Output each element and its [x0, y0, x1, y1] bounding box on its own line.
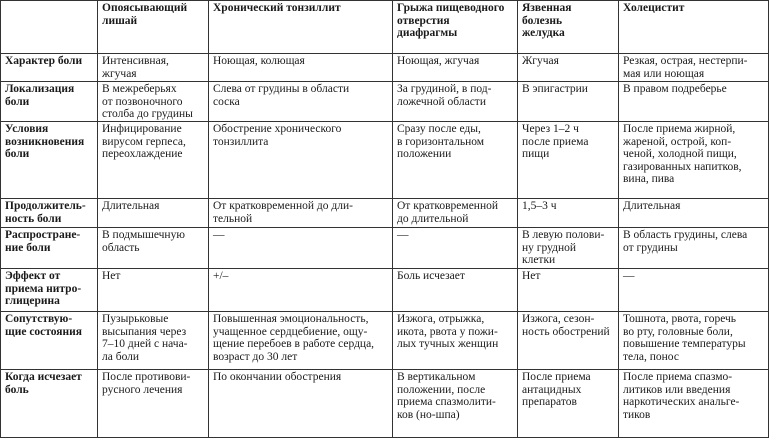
row-label-accompanying-conditions: Сопутствую- щие состояния [1, 312, 98, 370]
table-cell: В вертикальном положении, после приема спазмолити- ков (но-шпа) [393, 370, 518, 438]
table-header-row [1, 1, 769, 54]
table-cell: Резкая, острая, нестерпи- мая или ноющая [619, 54, 769, 82]
row-label-pain-character: Характер боли [1, 54, 98, 82]
table-cell: 1,5–3 ч [518, 199, 619, 228]
table-cell: Интенсивная, жгучая [98, 54, 209, 82]
table-cell: — [619, 269, 769, 312]
row-label-pain-location: Локализация боли [1, 82, 98, 122]
header-hiatal-hernia: Грыжа пищеводного отверстия диафрагмы [393, 1, 518, 54]
table-cell: Пузырьковые высыпания через 7–10 дней с нача- ла боли [98, 312, 209, 370]
table-cell: — [393, 228, 518, 269]
header-chronic-tonsillitis: Хронический тонзиллит [209, 1, 393, 54]
table-cell: В подмышечную область [98, 228, 209, 269]
row-label-pain-relief: Когда исчезает боль [1, 370, 98, 438]
header-cholecystitis: Холецистит [619, 1, 769, 54]
header-corner-cell [1, 1, 98, 54]
table-cell: После приема жирной, жареной, острой, коп- ченой, холодной пищи, газированных напитков, вина, пива [619, 122, 769, 199]
table-cell: От кратковременной до дли- тельной [209, 199, 393, 228]
header-gastric-ulcer: Язвенная болезнь желудка [518, 1, 619, 54]
table-cell: По окончании обострения [209, 370, 393, 438]
table-cell: Жгучая [518, 54, 619, 82]
table-cell: Длительная [98, 199, 209, 228]
table-cell: Длительная [619, 199, 769, 228]
table-cell: От кратковременной до длительной [393, 199, 518, 228]
table-cell: Боль исчезает [393, 269, 518, 312]
table-cell: В межреберьях от позвоночного столба до грудины [98, 82, 209, 122]
table-cell: Изжога, сезон- ность обострений [518, 312, 619, 370]
table-row [1, 269, 769, 312]
row-label-pain-duration: Продолжитель- ность боли [1, 199, 98, 228]
header-herpes-zoster: Опоясывающий лишай [98, 1, 209, 54]
table-cell: В левую полови- ну грудной клетки [518, 228, 619, 269]
table-cell: Сразу после еды, в горизонтальном положении [393, 122, 518, 199]
table-cell: После приема антацидных препаратов [518, 370, 619, 438]
table-cell: Изжога, отрыжка, икота, рвота у пожи- лых тучных женщин [393, 312, 518, 370]
table-row [1, 370, 769, 438]
table-cell: Инфицирование вирусом герпеса, переохлаждение [98, 122, 209, 199]
table-cell: Нет [98, 269, 209, 312]
table-cell: — [209, 228, 393, 269]
table-cell: Слева от грудины в области соска [209, 82, 393, 122]
table-cell: +/– [209, 269, 393, 312]
table-cell: Тошнота, рвота, горечь во рту, головные боли, повышение температуры тела, понос [619, 312, 769, 370]
table-cell: В эпигастрии [518, 82, 619, 122]
table-row [1, 122, 769, 199]
table-row [1, 82, 769, 122]
table-cell: В правом подреберье [619, 82, 769, 122]
table-row [1, 312, 769, 370]
table-cell: Повышенная эмоциональность, учащенное сердцебиение, ощу- щение перебоев в работе сердца, возраст до 30 лет [209, 312, 393, 370]
table-cell: После приема спазмо- литиков или введения наркотических анальге- тиков [619, 370, 769, 438]
table-row [1, 54, 769, 82]
table-cell: В область грудины, слева от грудины [619, 228, 769, 269]
table-cell: После противови- русного лечения [98, 370, 209, 438]
table-row [1, 228, 769, 269]
table-cell: Ноющая, жгучая [393, 54, 518, 82]
row-label-nitroglycerin-effect: Эффект от приема нитро- глицерина [1, 269, 98, 312]
table-cell: Через 1–2 ч после приема пищи [518, 122, 619, 199]
table-cell: Обострение хронического тонзиллита [209, 122, 393, 199]
table-row [1, 199, 769, 228]
table-cell: Нет [518, 269, 619, 312]
row-label-pain-radiation: Распростране- ние боли [1, 228, 98, 269]
table-cell: За грудиной, в под- ложечной области [393, 82, 518, 122]
row-label-pain-onset-conditions: Условия возникновения боли [1, 122, 98, 199]
table-cell: Ноющая, колющая [209, 54, 393, 82]
